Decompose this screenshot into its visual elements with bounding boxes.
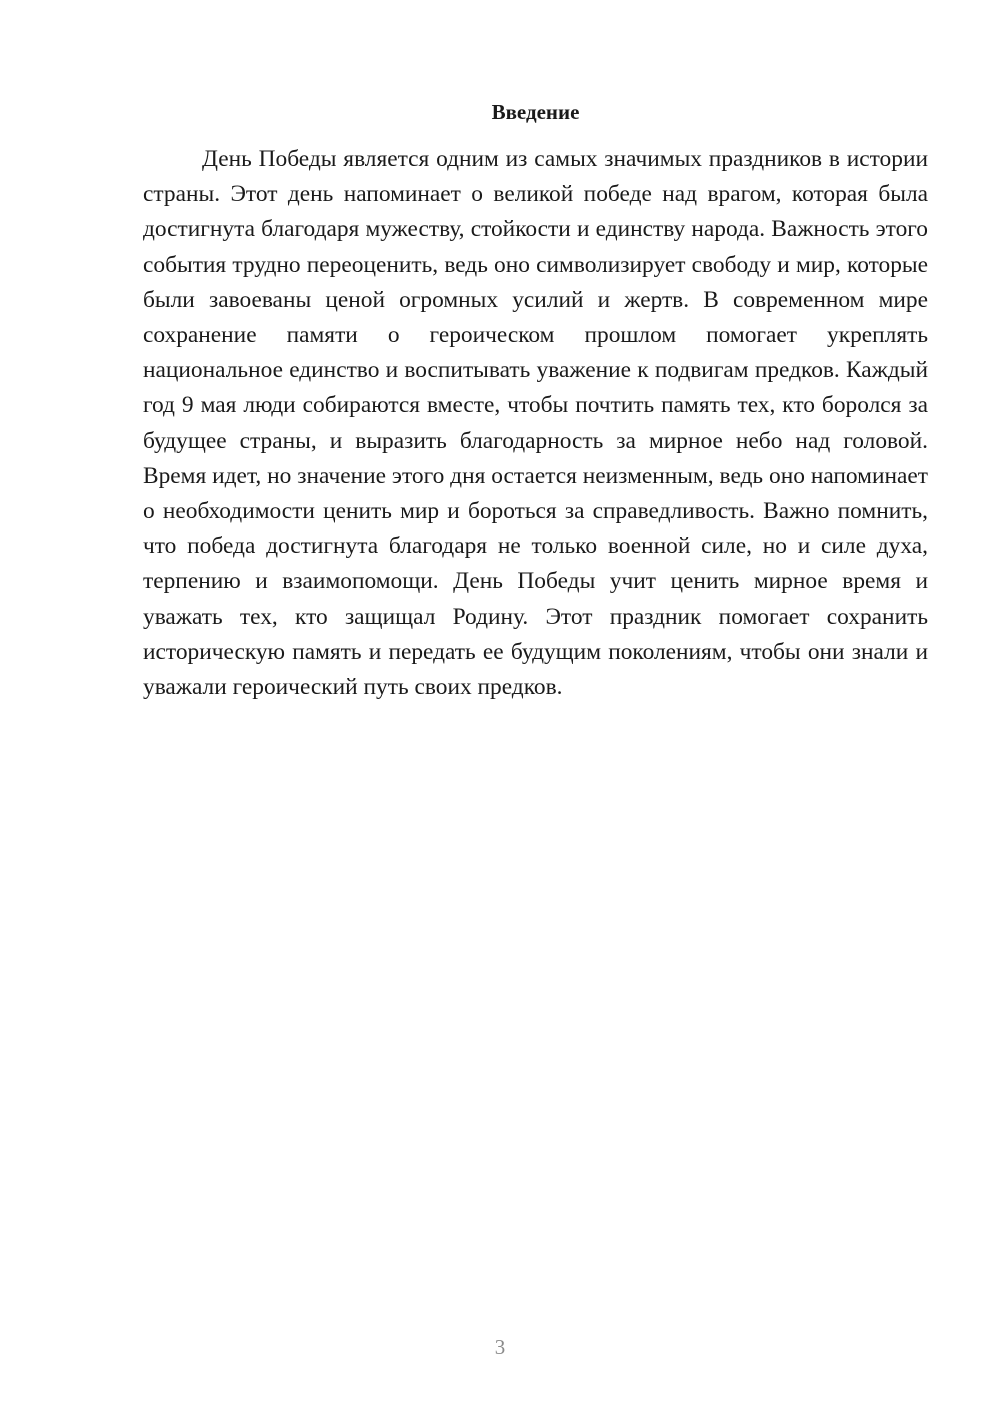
- body-paragraph: День Победы является одним из самых значимых праздников в истории страны. Этот день напоминает о великой победе над врагом, которая была достигнута благодаря мужеству, стойкости и единству народа. Важность этого события трудно переоценить, ведь оно символизирует свободу и мир, которые были завоеваны ценой огромных усилий и жертв. В современном мире сохранение памяти о героическом прошлом помогает укреплять национальное единство и воспитывать уважение к подвигам предков. Каждый год 9 мая люди собираются вместе, чтобы почтить память тех, кто боролся за будущее страны, и выразить благодарность за мирное небо над головой. Время идет, но значение этого дня остается неизменным, ведь оно напоминает о необходимости ценить мир и бороться за справедливость. Важно помнить, что победа достигнута благодаря не только военной силе, но и силе духа, терпению и взаимопомощи. День Победы учит ценить мирное время и уважать тех, кто защищал Родину. Этот праздник помогает сохранить историческую память и передать ее будущим поколениям, чтобы они знали и уважали героический путь своих предков.: [143, 146, 928, 701]
- page-number: 3: [494, 1335, 506, 1359]
- section-heading: Введение: [491, 100, 580, 124]
